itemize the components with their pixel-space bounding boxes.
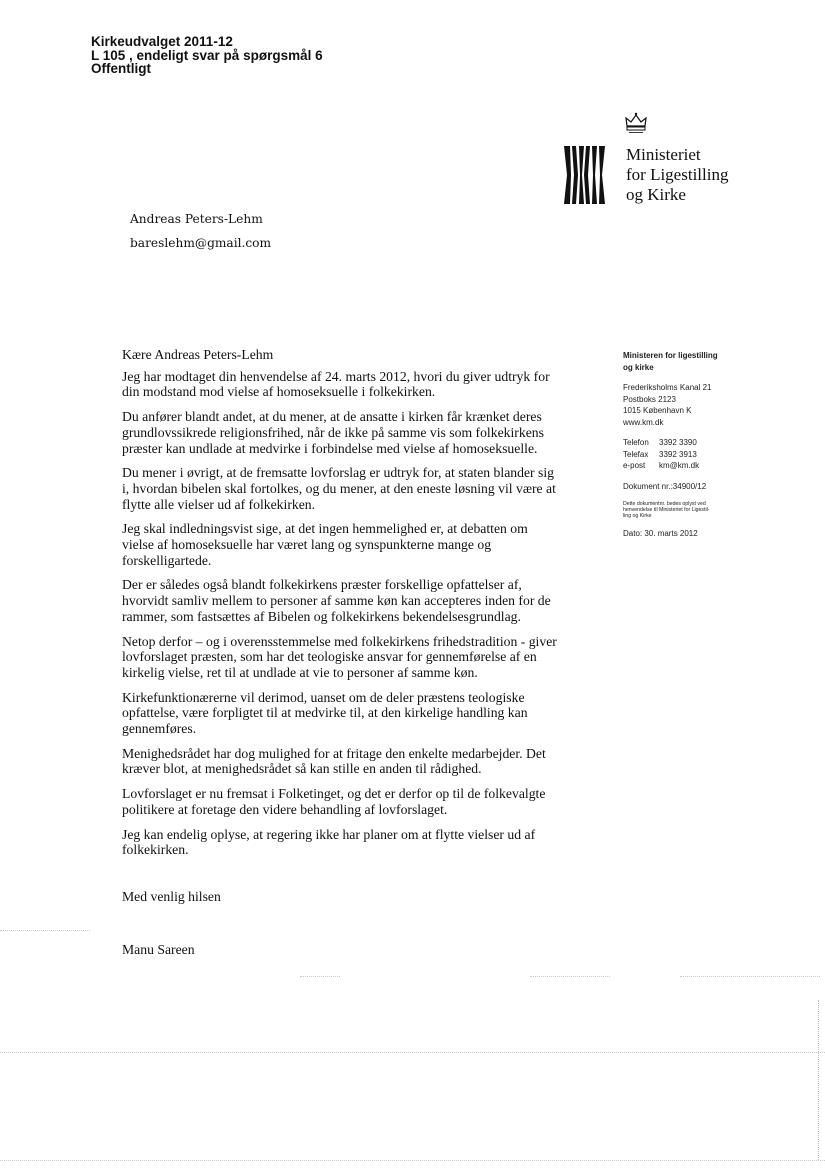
ministry-name-line: for Ligestilling xyxy=(626,165,729,184)
scan-artifact xyxy=(530,976,610,977)
ministry-name-line: Ministeriet xyxy=(626,145,701,164)
paragraph: Du mener i øvrigt, at de fremsatte lovforslag er udtryk for, at staten blander sig i, hvordan bibelen skal fortolkes, og du mener, at den eneste løsning vil være at flytte alle vielser ud af folkekirken. xyxy=(122,465,556,512)
fax-value: 3392 3913 xyxy=(659,449,697,459)
paragraph: Netop derfor – og i overensstemmelse med folkekirkens frihedstradition - giver lovforslaget præsten, som har det teologiske ansvar for gennemførelse af en kirkelig vielse, ret til at undlade at vie to personer af samme køn. xyxy=(122,633,557,680)
website: www.km.dk xyxy=(623,417,664,427)
phone-label: Telefon xyxy=(623,438,649,447)
sender-title: Ministeren for ligestilling xyxy=(623,351,718,360)
scan-artifact xyxy=(680,976,820,977)
scan-artifact xyxy=(300,976,340,977)
scan-artifact xyxy=(818,1000,819,1160)
paragraph: Der er således også blandt folkekirkens præster forskellige opfattelser af, hvorvidt samliv mellem to personer af samme køn kan accepteres inden for de rammer, som fastsættes af Bibelen og folkekirkens bekendelsesgrundlag. xyxy=(122,577,551,624)
recipient-block xyxy=(130,211,271,259)
crown-icon xyxy=(624,112,648,134)
reference-note: ling og Kirke xyxy=(623,513,652,519)
reference-note: henvendelse til Ministeriet for Ligestil- xyxy=(623,507,710,513)
header-reference: L 105 , endeligt svar på spørgsmål 6 xyxy=(91,47,323,63)
scan-artifact xyxy=(0,930,90,931)
paragraph: Du anfører blandt andet, at du mener, at de ansatte i kirken får krænket deres grundlovssikrede religionsfrihed, når de ikke på samme vis som folkekirkens præster kan undlade at medvirke i forbindelse med vielse af homoseksuelle. xyxy=(122,409,544,456)
document-number: Dokument nr.:34900/12 xyxy=(623,481,707,491)
header-status: Offentligt xyxy=(91,61,151,76)
ministry-logomark-icon xyxy=(562,146,608,204)
sender-sidebar xyxy=(623,350,763,540)
document-header xyxy=(91,35,323,76)
paragraph: Menighedsrådet har dog mulighed for at fritage den enkelte medarbejder. Det kræver blot, at menighedsrådet så kan stille en anden til rådighed. xyxy=(122,745,546,777)
fax-label: Telefax xyxy=(623,449,649,459)
email-row xyxy=(623,460,763,472)
email-label: e-post xyxy=(623,461,646,470)
salutation: Kære Andreas Peters-Lehm xyxy=(122,347,274,362)
sender-title: og kirke xyxy=(623,362,654,372)
recipient-email: bareslehm@gmail.com xyxy=(130,236,272,250)
recipient-name: Andreas Peters-Lehm xyxy=(130,212,263,226)
paragraph: Jeg skal indledningsvist sige, at det ingen hemmelighed er, at debatten om vielse af homoseksuelle har været lang og synspunkterne mange og forskelligartede. xyxy=(122,521,528,568)
header-committee: Kirkeudvalget 2011-12 xyxy=(91,34,233,49)
fax-row xyxy=(623,449,763,461)
signature: Manu Sareen xyxy=(122,942,195,957)
address-line: Postboks 2123 xyxy=(623,394,676,404)
address-line: 1015 København K xyxy=(623,406,692,415)
paragraph: Jeg har modtaget din henvendelse af 24. marts 2012, hvori du giver udtryk for din modstand mod vielse af homoseksuelle i folkekirken. xyxy=(122,368,550,400)
paragraph: Lovforslaget er nu fremsat i Folketinget, og det er derfor op til de folkevalgte politikere at foretage den videre behandling af lovforslaget. xyxy=(122,786,546,817)
phone-row xyxy=(623,437,763,449)
email-value: km@km.dk xyxy=(659,461,700,470)
phone-value: 3392 3390 xyxy=(659,438,697,447)
paragraph: Jeg kan endelig oplyse, at regering ikke har planer om at flytte vielser ud af folkekirken. xyxy=(122,826,536,858)
reference-note: Dette dokumentnr. bedes oplyst ved xyxy=(623,501,706,507)
ministry-name xyxy=(626,145,728,205)
scan-artifact xyxy=(0,1052,825,1053)
scan-artifact xyxy=(0,1160,825,1161)
letter-date: Dato: 30. marts 2012 xyxy=(623,529,698,538)
closing: Med venlig hilsen xyxy=(122,889,221,904)
ministry-name-line: og Kirke xyxy=(626,185,686,204)
paragraph: Kirkefunktionærerne vil derimod, uanset om de deler præstens teologiske opfattelse, være forpligtet til at medvirke til, at den kirkelige handling kan gennemføres. xyxy=(122,689,528,737)
letter-body xyxy=(122,347,562,867)
address-line: Frederiksholms Kanal 21 xyxy=(623,383,712,392)
